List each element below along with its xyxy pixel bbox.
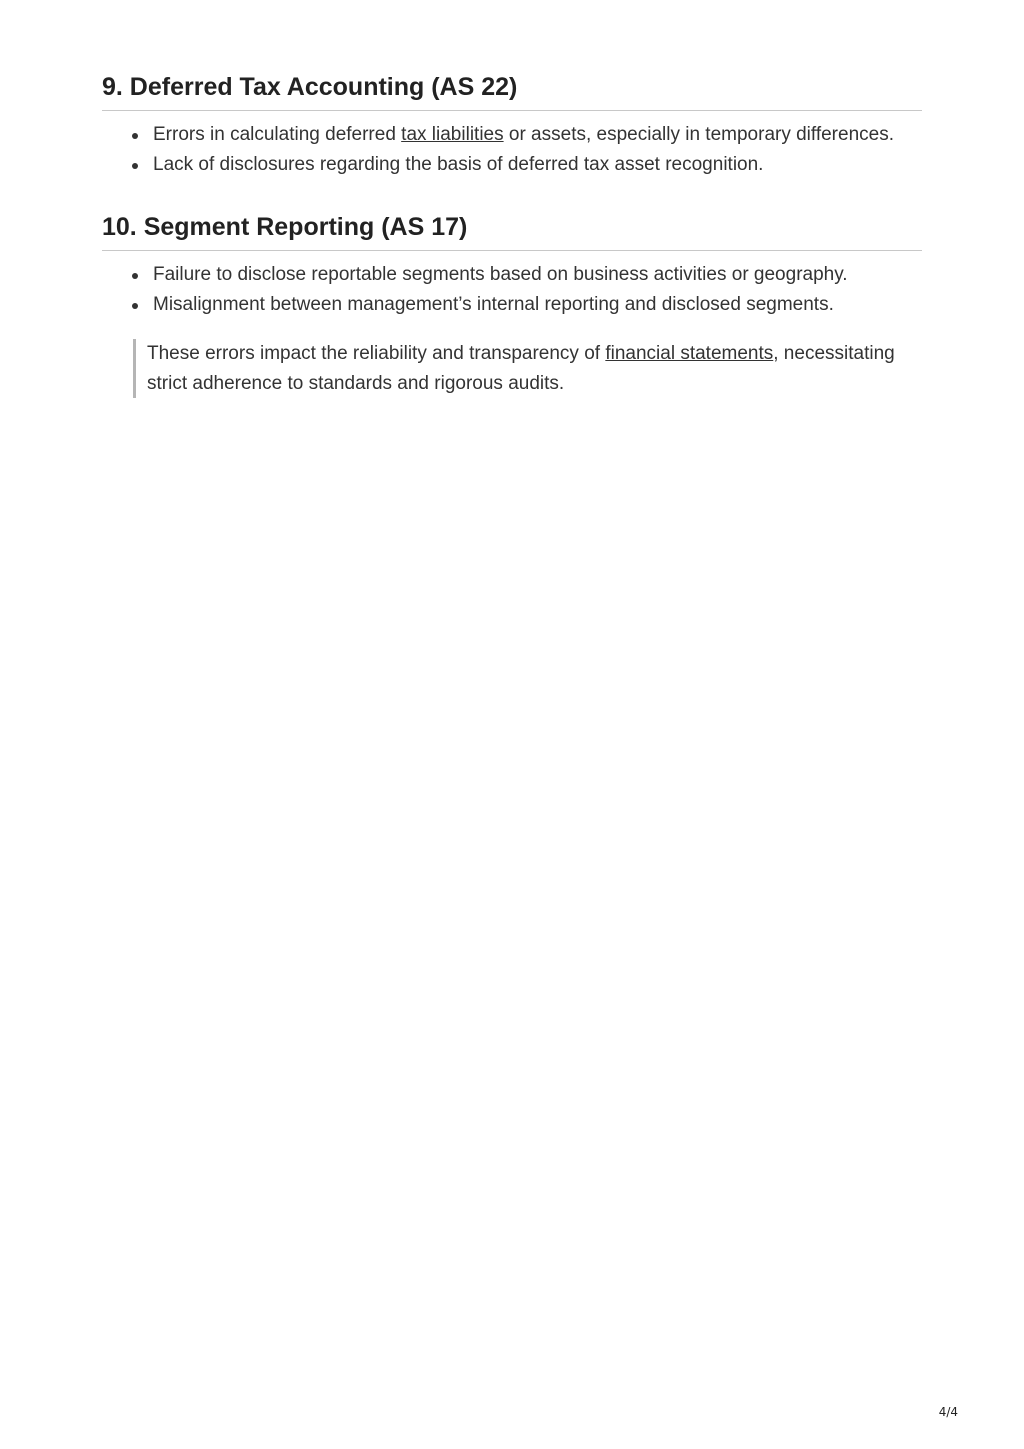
section-heading: 9. Deferred Tax Accounting (AS 22) bbox=[102, 70, 922, 111]
summary-blockquote bbox=[133, 339, 922, 398]
section-spacer bbox=[102, 180, 922, 210]
section-segment-reporting bbox=[102, 210, 922, 319]
section-deferred-tax bbox=[102, 70, 922, 179]
bullet-list bbox=[102, 121, 922, 179]
tax-liabilities-link[interactable]: tax liabilities bbox=[401, 124, 504, 145]
bullet-list bbox=[102, 261, 922, 319]
bullet-icon bbox=[132, 163, 138, 169]
list-item-text: Errors in calculating deferred bbox=[153, 124, 402, 145]
financial-statements-link[interactable]: financial statements bbox=[605, 343, 774, 364]
list-item-text: Failure to disclose reportable segments based on business activities or geography. bbox=[153, 264, 848, 285]
list-item-text: or assets, especially in temporary differences. bbox=[503, 124, 894, 145]
quote-text: These errors impact the reliability and transparency of bbox=[147, 343, 606, 364]
list-item bbox=[153, 151, 922, 180]
list-item-text: Misalignment between management’s internal reporting and disclosed segments. bbox=[153, 293, 834, 315]
page-number: 4/4 bbox=[938, 1405, 958, 1419]
article-content bbox=[102, 70, 922, 398]
list-item-text: Lack of disclosures regarding the basis of deferred tax asset recognition. bbox=[153, 153, 764, 175]
list-item bbox=[153, 261, 922, 290]
bullet-icon bbox=[132, 273, 138, 279]
quote-text: , necessitating strict adherence to standards and rigorous audits. bbox=[147, 343, 895, 394]
list-item bbox=[153, 291, 922, 320]
list-item bbox=[153, 121, 922, 150]
bullet-icon bbox=[132, 303, 138, 309]
section-heading: 10. Segment Reporting (AS 17) bbox=[102, 210, 922, 251]
bullet-icon bbox=[132, 133, 138, 139]
